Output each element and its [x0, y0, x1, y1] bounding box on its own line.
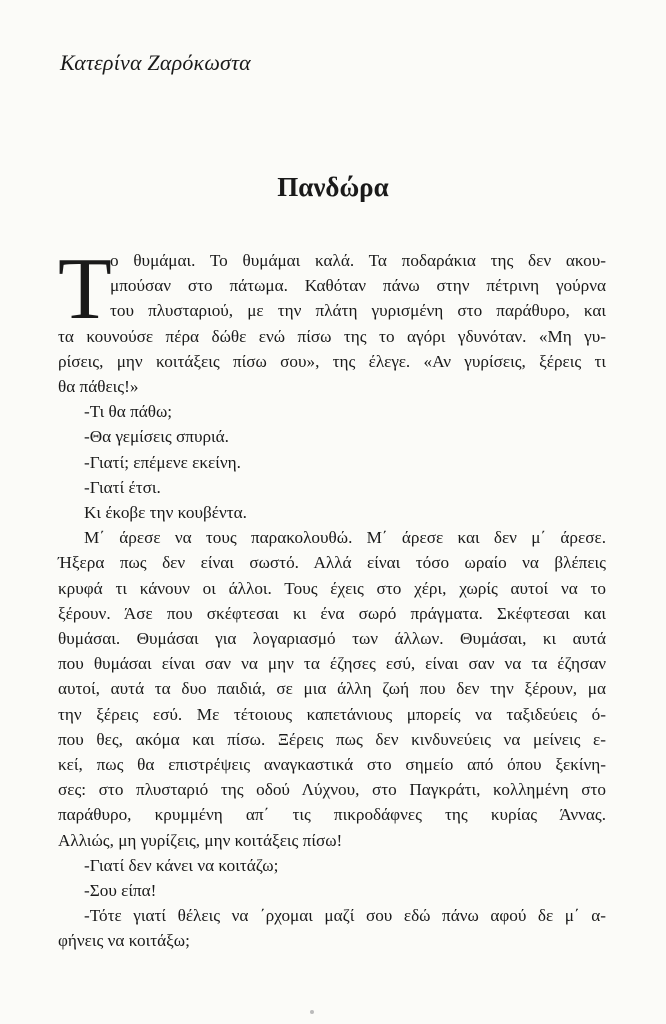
text-line: -Γιατί; επέμενε εκείνη.	[84, 452, 241, 472]
drop-cap: Τ	[58, 241, 112, 338]
text-line: Μ΄ άρεσε να τους παρακολουθώ. Μ΄ άρεσε και δεν μ΄ άρεσε.	[84, 528, 606, 548]
text-line: Κι έκοβε την κουβέντα.	[84, 503, 247, 523]
text-line: ρίσεις, μην κοιτάξεις πίσω σου», της έλεγε. «Αν γυρίσεις, ξέρεις τι	[58, 351, 606, 371]
text-line: παράθυρο, κρυμμένη απ΄ τις πικροδάφνες της κυρίας Άννας.	[58, 805, 606, 825]
text-line: φήνεις να κοιτάξω;	[58, 931, 190, 951]
text-line: -Θα γεμίσεις σπυριά.	[84, 427, 229, 447]
text-line: -Γιατί δεν κάνει να κοιτάζω;	[84, 855, 279, 875]
text-line: ο θυμάμαι. Το θυμάμαι καλά. Τα ποδαράκια της δεν ακου-	[110, 251, 606, 270]
page-speck	[310, 1010, 314, 1014]
text-line: θυμάσαι. Θυμάσαι για λογαριασμό των άλλων. Θυμάσαι, κι αυτά	[58, 629, 606, 649]
text-line: κρυφά τι κάνουν οι άλλοι. Τους έχεις στο χέρι, χωρίς αυτοί να το	[58, 578, 606, 598]
text-line: Ήξερα πως δεν είναι σωστό. Αλλά είναι τόσο ωραίο να βλέπεις	[58, 553, 606, 573]
text-line: την ξέρεις εσύ. Με τέτοιους καπετάνιους μπορείς να ταξιδεύεις ό-	[58, 704, 606, 724]
text-line: που θυμάσαι είναι σαν να μην τα έζησες εσύ, είναι σαν να τα έζησαν	[58, 654, 606, 674]
text-line: -Γιατί έτσι.	[84, 477, 161, 497]
body-text	[58, 241, 606, 954]
text-line: αυτοί, αυτά τα δυο παιδιά, σε μια άλλη ζωή που δεν την ξέρουν, μα	[58, 679, 606, 699]
text-line: σες: στο πλυσταριό της οδού Λύχνου, στο Παγκράτι, κολλημένη στο	[58, 780, 606, 800]
running-header-author: Κατερίνα Ζαρόκωστα	[60, 50, 251, 75]
text-line: τα κουνούσε πέρα δώθε ενώ πίσω της το αγόρι γδυνόταν. «Μη γυ-	[58, 326, 606, 346]
text-line: του πλυσταριού, με την πλάτη γυρισμένη στο παράθυρο, και	[110, 301, 606, 321]
text-line: θα πάθεις!»	[58, 377, 139, 397]
text-line: -Τι θα πάθω;	[84, 402, 173, 422]
text-line: -Τότε γιατί θέλεις να ΄ρχομαι μαζί σου εδώ πάνω αφού δε μ΄ α-	[84, 906, 606, 926]
chapter-title: Πανδώρα	[277, 172, 389, 202]
text-line: ξέρουν. Άσε που σκέφτεσαι κι ένα σωρό πράγματα. Σκέφτεσαι και	[58, 603, 606, 623]
text-line: κεί, πως θα επιστρέψεις αναγκαστικά στο σημείο από όπου ξεκίνη-	[58, 755, 606, 775]
text-line: Αλλιώς, μη γυρίζεις, μην κοιτάξεις πίσω!	[58, 830, 343, 850]
text-line: μπούσαν στο πάτωμα. Καθόταν πάνω στην πέτρινη γούρνα	[110, 276, 606, 296]
text-line: που θες, ακόμα και πίσω. Ξέρεις πως δεν κινδυνεύεις να μείνεις ε-	[58, 729, 606, 749]
text-line: -Σου είπα!	[84, 881, 157, 901]
